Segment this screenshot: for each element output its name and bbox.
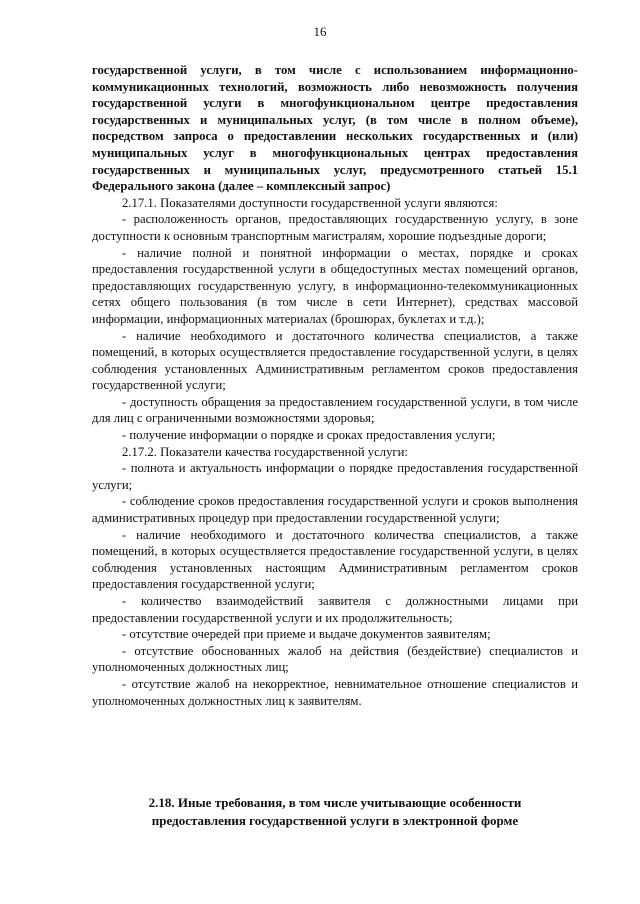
intro-paragraph-bold: государственной услуги, в том числе с использованием информационно-коммуникационных технологий, возможность либо невозможность получения государственной услуги в многофункциональном центре предоставления государственных и муниципальных услуг, (в том числе в полном объеме), посредством запроса о предоставлении нескольких государственных и (или) муниципальных услуг в многофункциональных центрах предоставления государственных и муниципальных услуг, предусмотренного статьей 15.1 Федерального закона (далее – комплексный запрос): [92, 63, 578, 194]
list-item-quality-no-incorrect-attitude: - отсутствие жалоб на некорректное, невнимательное отношение специалистов и уполномоченных должностных лиц к заявителям.: [92, 676, 578, 708]
section-heading-line-1: 2.18. Иные требования, в том числе учитывающие особенности: [148, 795, 522, 810]
list-item-quality-completeness: - полнота и актуальность информации о порядке предоставления государственной услуги;: [92, 461, 578, 492]
paragraph-2-17-2: 2.17.2. Показатели качества государственной услуги:: [122, 444, 408, 459]
list-item-accessibility-specialists: - наличие необходимого и достаточного количества специалистов, а также помещений, в которых осуществляется предоставление государственной услуги, в целях соблюдения установленных Административным регламентом сроков предоставления государственной услуги;: [92, 328, 578, 393]
list-item-quality-no-complaints: - отсутствие обоснованных жалоб на действия (бездействие) специалистов и уполномоченных должностных лиц;: [92, 643, 578, 675]
list-item-quality-deadlines: - соблюдение сроков предоставления государственной услуги и сроков выполнения административных процедур при предоставлении государственной услуги;: [92, 494, 578, 526]
document-body: [92, 62, 578, 709]
list-item-quality-no-queues: - отсутствие очередей при приеме и выдаче документов заявителям;: [122, 627, 491, 642]
list-item-accessibility-info-terms: - получение информации о порядке и сроках предоставления услуги;: [122, 428, 496, 443]
paragraph-2-17-1: 2.17.1. Показателями доступности государственной услуги являются:: [122, 195, 498, 210]
section-heading-2-18: [92, 794, 578, 830]
list-item-accessibility-disabled: - доступность обращения за предоставлением государственной услуги, в том числе для лиц с ограниченными возможностями здоровья;: [92, 394, 578, 426]
list-item-accessibility-location: - расположенность органов, предоставляющих государственную услугу, в зоне доступности к основным транспортным магистралям, хорошие подъездные дороги;: [92, 212, 578, 243]
section-heading-line-2: предоставления государственной услуги в электронной форме: [151, 813, 519, 828]
list-item-quality-interactions: - количество взаимодействий заявителя с должностными лицами при предоставлении государственной услуги и их продолжительность;: [92, 594, 578, 625]
list-item-accessibility-information: - наличие полной и понятной информации о местах, порядке и сроках предоставления государственной услуги в общедоступных местах помещений органов, предоставляющих государственную услугу, в информационно-телекоммуникационных сетях общего пользования (в том числе в сети Интернет), средствах массовой информации, информационных материалах (брошюрах, буклетах и т.д.);: [92, 245, 578, 326]
list-item-quality-specialists: - наличие необходимого и достаточного количества специалистов, а также помещений, в которых осуществляется предоставление государственной услуги, в целях соблюдения установленных настоящим Административным регламентом сроков предоставления государственной услуги;: [92, 527, 578, 592]
page-number: 16: [313, 24, 327, 39]
